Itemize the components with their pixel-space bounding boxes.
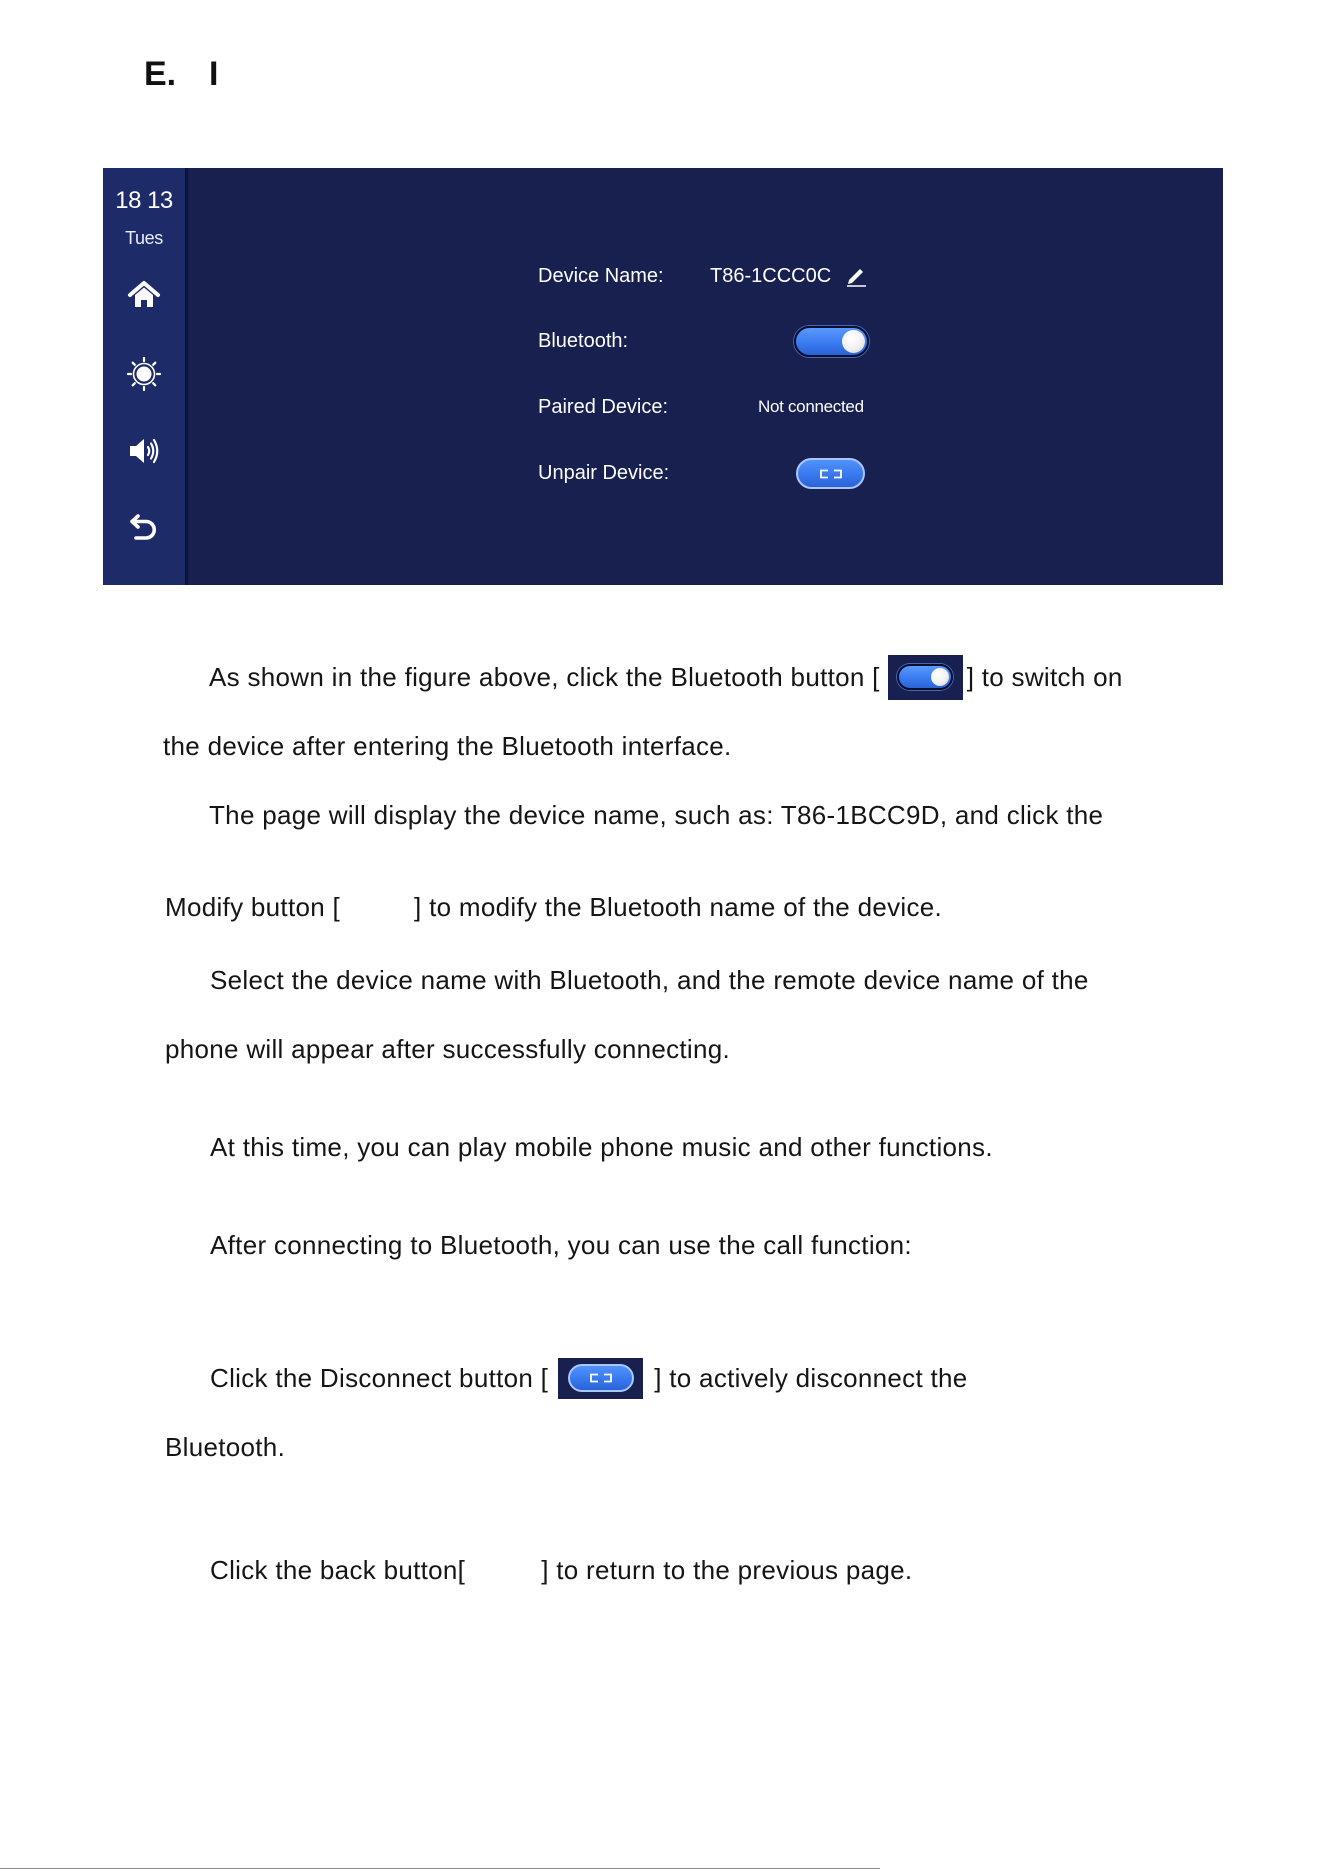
back-icon-slot [465,1554,541,1586]
instruction-text: the device after entering the Bluetooth interface. [163,731,732,761]
instruction-line [163,730,732,762]
section-title: I [209,55,219,93]
toggle-switch-icon [897,664,953,690]
instruction-line [165,891,942,923]
instruction-text: The page will display the device name, such as: T86-1BCC9D, and click the [209,800,1104,830]
paired-device-label: Paired Device: [538,396,669,418]
paired-device-value: Not connected [758,397,864,416]
instruction-text: At this time, you can play mobile phone music and other functions. [210,1132,993,1162]
instruction-line [165,1431,285,1463]
instruction-line [210,1554,912,1586]
instruction-line [210,964,1089,996]
clock-time: 18 13 [115,187,173,214]
bluetooth-toggle [794,326,869,357]
instruction-text: Modify button [ [165,892,341,922]
instruction-line [210,1362,968,1394]
volume-icon [126,433,162,469]
unlink-icon [586,1371,616,1385]
instruction-line [165,1033,730,1065]
instruction-text: After connecting to Bluetooth, you can use the call function: [210,1230,912,1260]
instruction-text: ] to actively disconnect the [654,1363,968,1393]
instruction-text: ] to return to the previous page. [541,1555,913,1585]
instruction-line [209,799,1103,831]
brightness-icon [126,356,162,392]
toggle-knob [842,330,865,353]
disconnect-button-icon [568,1364,634,1392]
instruction-line [209,661,1123,693]
bluetooth-toggle-inline-image [888,655,963,700]
instruction-text: phone will appear after successfully connecting. [165,1034,731,1064]
pencil-icon [844,263,868,287]
bluetooth-label: Bluetooth: [538,330,629,352]
bluetooth-settings-screenshot [103,168,1223,585]
toggle-knob [931,668,949,686]
sidebar [103,168,188,585]
device-name-label: Device Name: [538,265,664,287]
instruction-text: Bluetooth. [165,1432,286,1462]
disconnect-button-inline-image [558,1358,643,1399]
footer-rule [0,1868,880,1869]
instruction-text: Click the Disconnect button [ [210,1363,549,1393]
section-number: E. [144,55,177,93]
instruction-text: Select the device name with Bluetooth, and the remote device name of the [210,965,1089,995]
instruction-text: ] to modify the Bluetooth name of the device. [414,892,943,922]
instruction-line [210,1131,993,1163]
unlink-icon [816,467,846,481]
unpair-button [796,458,865,489]
clock-day: Tues [125,228,163,248]
home-icon [126,277,162,313]
unpair-device-label: Unpair Device: [538,462,670,484]
back-icon [126,509,162,545]
modify-icon-slot [340,891,414,923]
instruction-line [210,1229,912,1261]
instruction-text: As shown in the figure above, click the Bluetooth button [ [209,662,880,692]
instruction-text: ] to switch on [966,662,1123,692]
instruction-text: Click the back button[ [210,1555,466,1585]
device-name-value: T86-1CCC0C [710,265,832,287]
